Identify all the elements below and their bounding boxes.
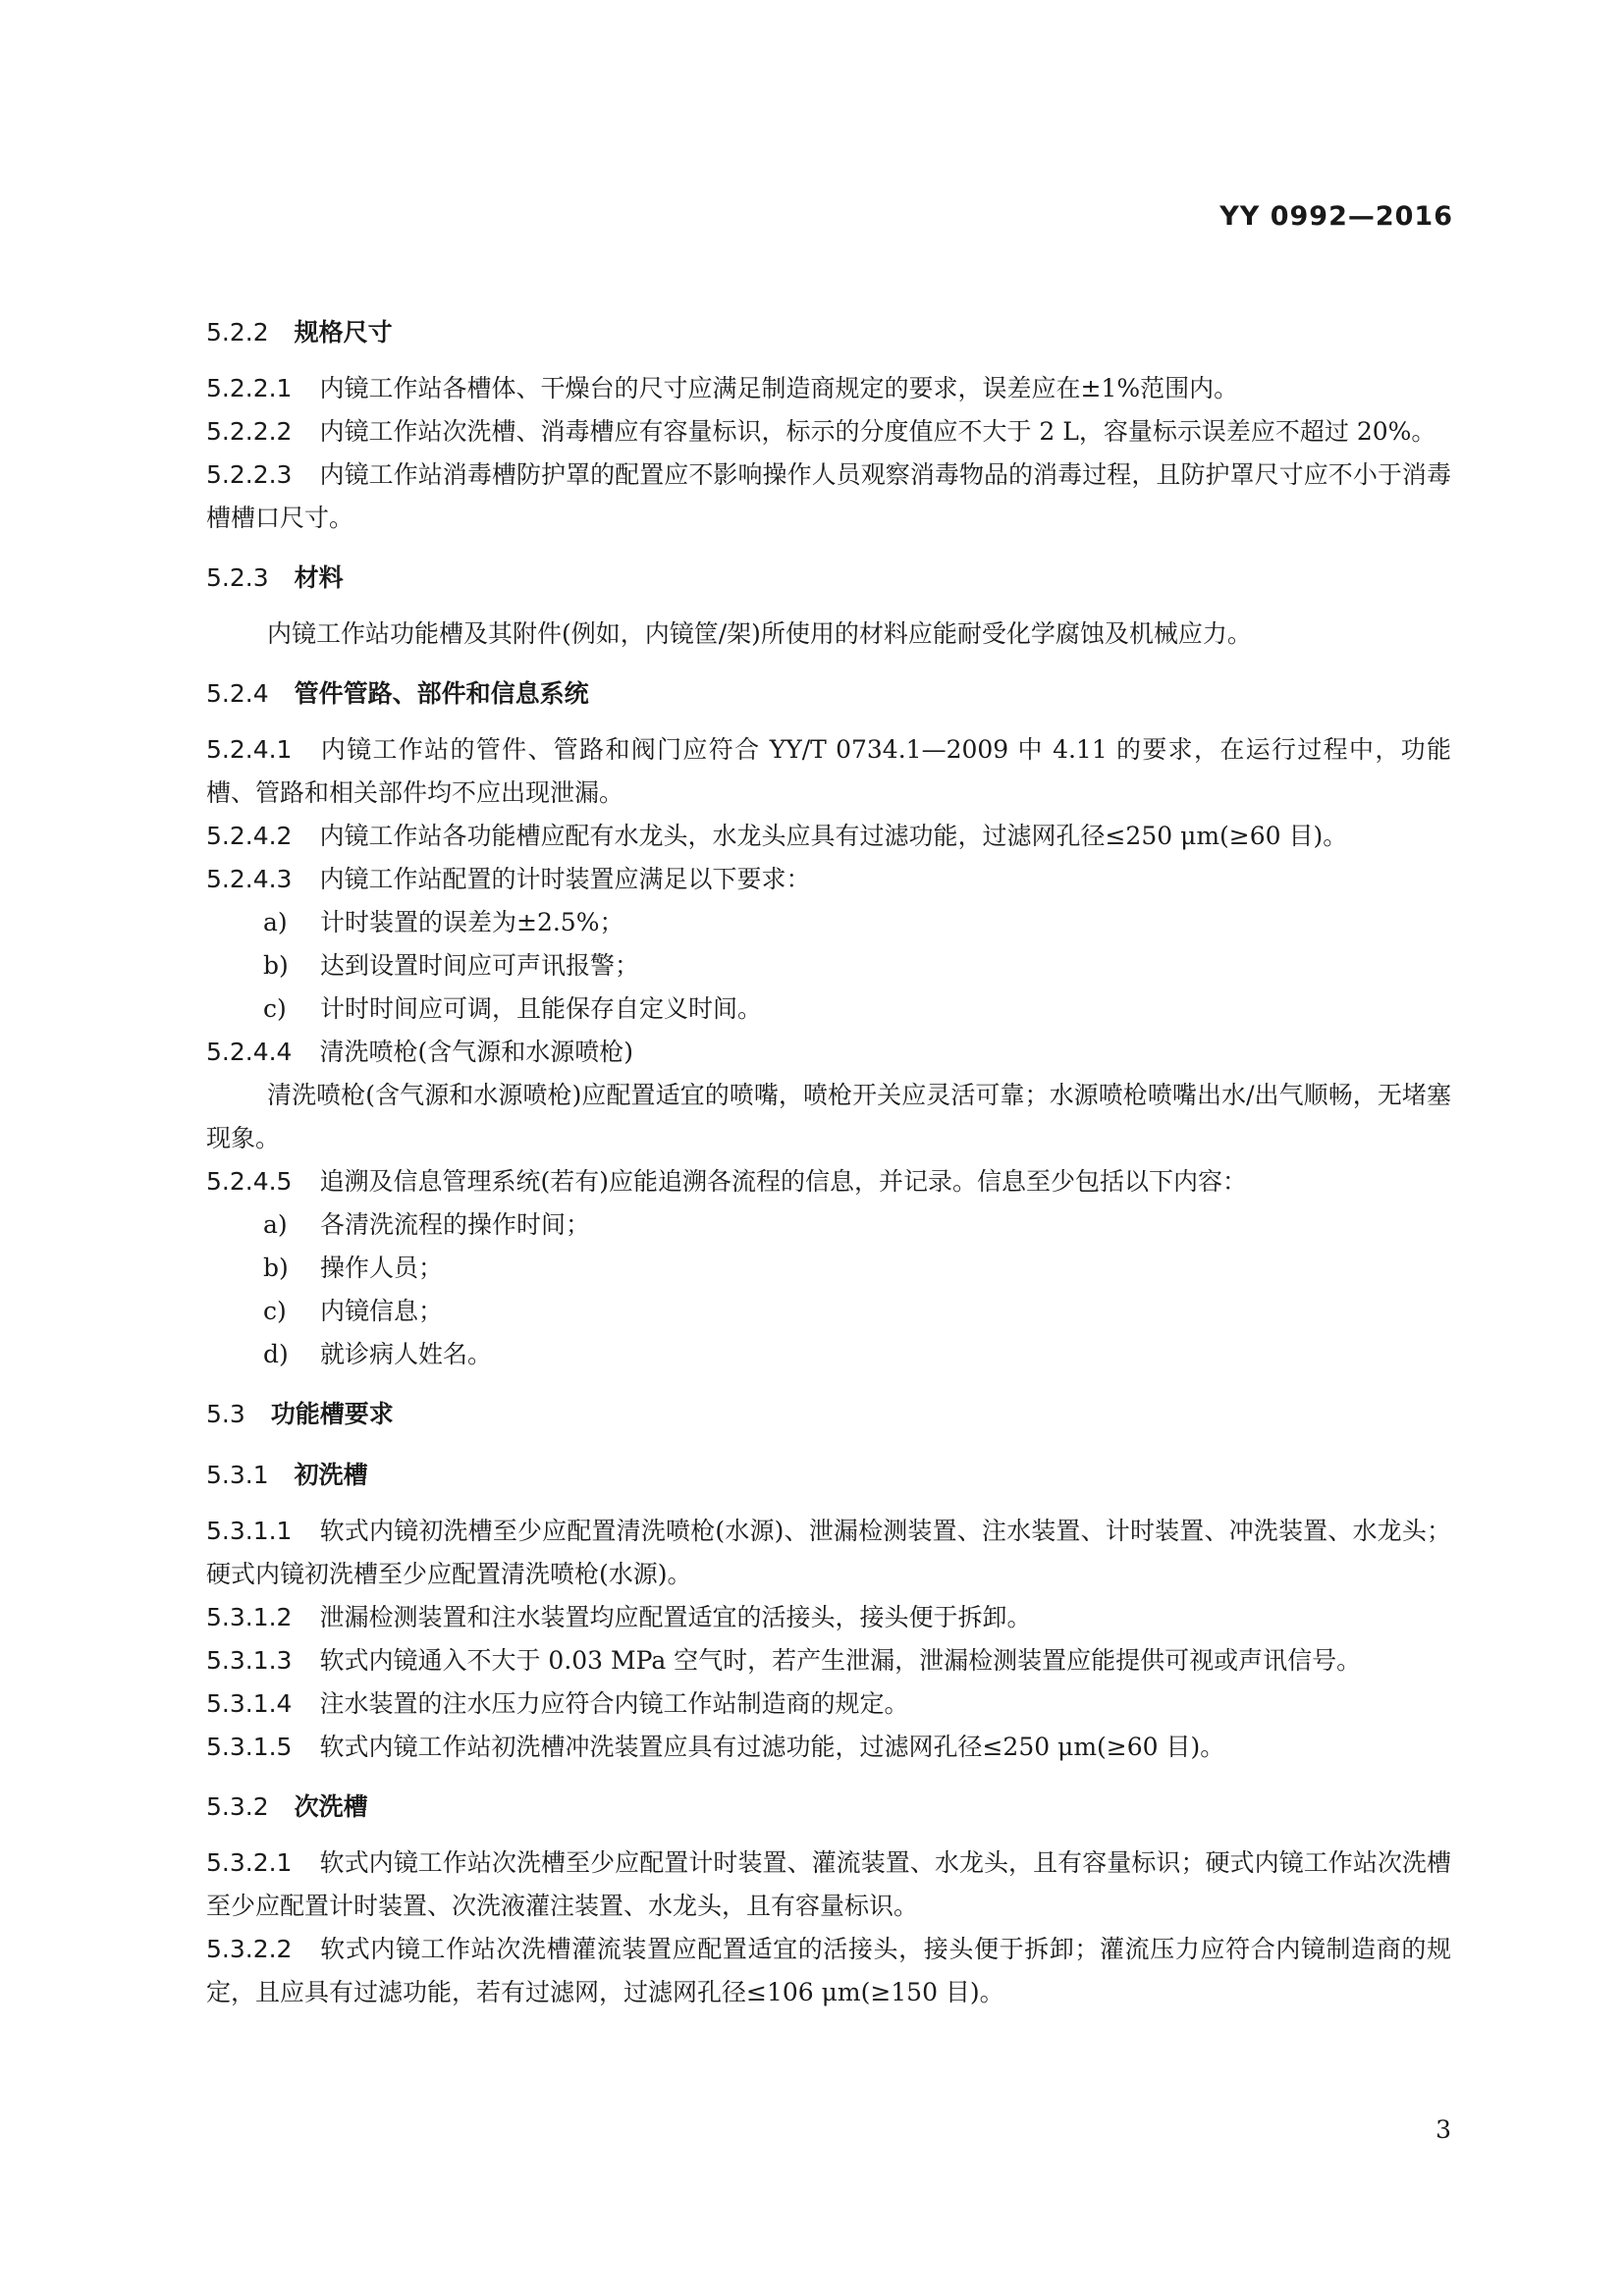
clause-5-3-1-4 [206,1682,1451,1726]
list-item [206,1203,1451,1247]
list-item [206,901,1451,944]
list-marker: d) [263,1340,289,1368]
clause-number: 5.2.4.4 [206,1038,293,1066]
heading-number: 5.3.2 [206,1792,269,1821]
list-marker: a) [263,908,288,936]
clause-text: 内镜工作站次洗槽、消毒槽应有容量标识，标示的分度值应不大于 2 L，容量标示误差应不超过 20%。 [319,417,1436,446]
clause-number: 5.2.2.1 [206,374,293,402]
list-text: 内镜信息； [320,1297,444,1325]
list-item [206,988,1451,1031]
clause-5-2-4-1 [206,728,1451,815]
heading-title: 次洗槽 [294,1792,368,1821]
clause-5-2-4-5 [206,1160,1451,1203]
clause-number: 5.2.4.3 [206,865,293,893]
list-marker: c) [263,994,287,1023]
clause-number: 5.3.2.2 [206,1935,293,1963]
clause-text: 注水装置的注水压力应符合内镜工作站制造商的规定。 [319,1689,909,1718]
heading-5-2-4 [206,671,1451,717]
clause-number: 5.3.1.2 [206,1603,293,1631]
clause-number: 5.3.2.1 [206,1848,293,1877]
list-text: 操作人员； [320,1254,444,1282]
clause-text: 内镜工作站配置的计时装置应满足以下要求： [319,865,811,893]
heading-number: 5.2.3 [206,563,269,592]
clause-text: 内镜工作站各功能槽应配有水龙头，水龙头应具有过滤功能，过滤网孔径≤250 μm(≥60 目)。 [319,822,1348,850]
clause-5-3-1-1 [206,1510,1451,1596]
clause-number: 5.2.2.2 [206,417,293,446]
page-number: 3 [1435,2115,1451,2144]
heading-5-3 [206,1392,1451,1437]
heading-title: 规格尺寸 [294,318,393,347]
heading-title: 材料 [294,563,344,592]
clause-5-2-4-4 [206,1031,1451,1074]
heading-title: 管件管路、部件和信息系统 [294,679,589,708]
list-item [206,1247,1451,1290]
list-text: 达到设置时间应可声讯报警； [320,951,640,980]
heading-title: 初洗槽 [294,1461,368,1489]
clause-text: 内镜工作站消毒槽防护罩的配置应不影响操作人员观察消毒物品的消毒过程，且防护罩尺寸应不小于消毒槽槽口尺寸。 [206,460,1451,532]
heading-5-3-1 [206,1453,1451,1498]
list-item [206,944,1451,988]
heading-number: 5.2.2 [206,318,269,347]
list-text: 各清洗流程的操作时间； [320,1210,591,1239]
clause-5-2-2-3 [206,454,1451,540]
list-text: 计时时间应可调，且能保存自定义时间。 [320,994,763,1023]
heading-number: 5.3 [206,1400,245,1428]
clause-text: 清洗喷枪(含气源和水源喷枪) [319,1038,633,1066]
list-5-2-4-5 [206,1203,1451,1376]
heading-number: 5.2.4 [206,679,269,708]
clause-number: 5.2.4.2 [206,822,293,850]
list-marker: b) [263,1254,289,1282]
list-text: 计时装置的误差为±2.5%； [320,908,624,936]
clause-number: 5.3.1.3 [206,1646,293,1675]
clause-text: 软式内镜通入不大于 0.03 MPa 空气时，若产生泄漏，泄漏检测装置应能提供可视或声讯信号。 [319,1646,1362,1675]
clause-number: 5.2.2.3 [206,460,293,489]
clause-text: 泄漏检测装置和注水装置均应配置适宜的活接头，接头便于拆卸。 [319,1603,1032,1631]
clause-text: 内镜工作站的管件、管路和阀门应符合 YY/T 0734.1—2009 中 4.11 的要求，在运行过程中，功能槽、管路和相关部件均不应出现泄漏。 [206,735,1451,807]
paragraph-5-2-4-4-body: 清洗喷枪(含气源和水源喷枪)应配置适宜的喷嘴，喷枪开关应灵活可靠；水源喷枪喷嘴出水/出气顺畅，无堵塞现象。 [206,1081,1451,1152]
clause-number: 5.3.1.4 [206,1689,293,1718]
heading-title: 功能槽要求 [270,1400,394,1428]
heading-5-3-2 [206,1785,1451,1830]
clause-5-3-2-2 [206,1928,1451,2014]
clause-5-3-1-2 [206,1596,1451,1639]
heading-5-2-3 [206,556,1451,601]
heading-number: 5.3.1 [206,1461,269,1489]
clause-text: 软式内镜工作站次洗槽灌流装置应配置适宜的活接头，接头便于拆卸；灌流压力应符合内镜制造商的规定，且应具有过滤功能，若有过滤网，过滤网孔径≤106 μm(≥150 目)。 [206,1935,1451,2006]
clause-5-2-4-3 [206,858,1451,901]
document-body [206,294,1451,2014]
list-marker: c) [263,1297,287,1325]
heading-5-2-2 [206,310,1451,355]
clause-text: 软式内镜工作站初洗槽冲洗装置应具有过滤功能，过滤网孔径≤250 μm(≥60 目)。 [319,1733,1225,1761]
clause-5-2-2-2 [206,410,1451,454]
clause-text: 内镜工作站各槽体、干燥台的尺寸应满足制造商规定的要求，误差应在±1%范围内。 [319,374,1239,402]
list-item [206,1290,1451,1333]
list-marker: a) [263,1210,288,1239]
clause-5-3-1-3 [206,1639,1451,1682]
standard-number: YY 0992—2016 [1219,201,1453,232]
clause-5-2-4-2 [206,815,1451,858]
clause-text: 追溯及信息管理系统(若有)应能追溯各流程的信息，并记录。信息至少包括以下内容： [319,1167,1247,1196]
list-5-2-4-3 [206,901,1451,1031]
clause-text: 软式内镜工作站次洗槽至少应配置计时装置、灌流装置、水龙头，且有容量标识；硬式内镜工作站次洗槽至少应配置计时装置、次洗液灌注装置、水龙头，且有容量标识。 [206,1848,1451,1920]
list-item [206,1333,1451,1376]
list-marker: b) [263,951,289,980]
paragraph-5-2-3: 内镜工作站功能槽及其附件(例如，内镜筐/架)所使用的材料应能耐受化学腐蚀及机械应力。 [267,619,1252,648]
clause-5-3-1-5 [206,1726,1451,1769]
list-text: 就诊病人姓名。 [320,1340,493,1368]
clause-5-3-2-1 [206,1842,1451,1928]
clause-number: 5.2.4.5 [206,1167,293,1196]
clause-number: 5.3.1.1 [206,1517,293,1545]
clause-number: 5.3.1.5 [206,1733,293,1761]
clause-5-2-2-1 [206,367,1451,410]
clause-number: 5.2.4.1 [206,735,293,764]
clause-text: 软式内镜初洗槽至少应配置清洗喷枪(水源)、泄漏检测装置、注水装置、计时装置、冲洗装置、水龙头；硬式内镜初洗槽至少应配置清洗喷枪(水源)。 [206,1517,1451,1588]
